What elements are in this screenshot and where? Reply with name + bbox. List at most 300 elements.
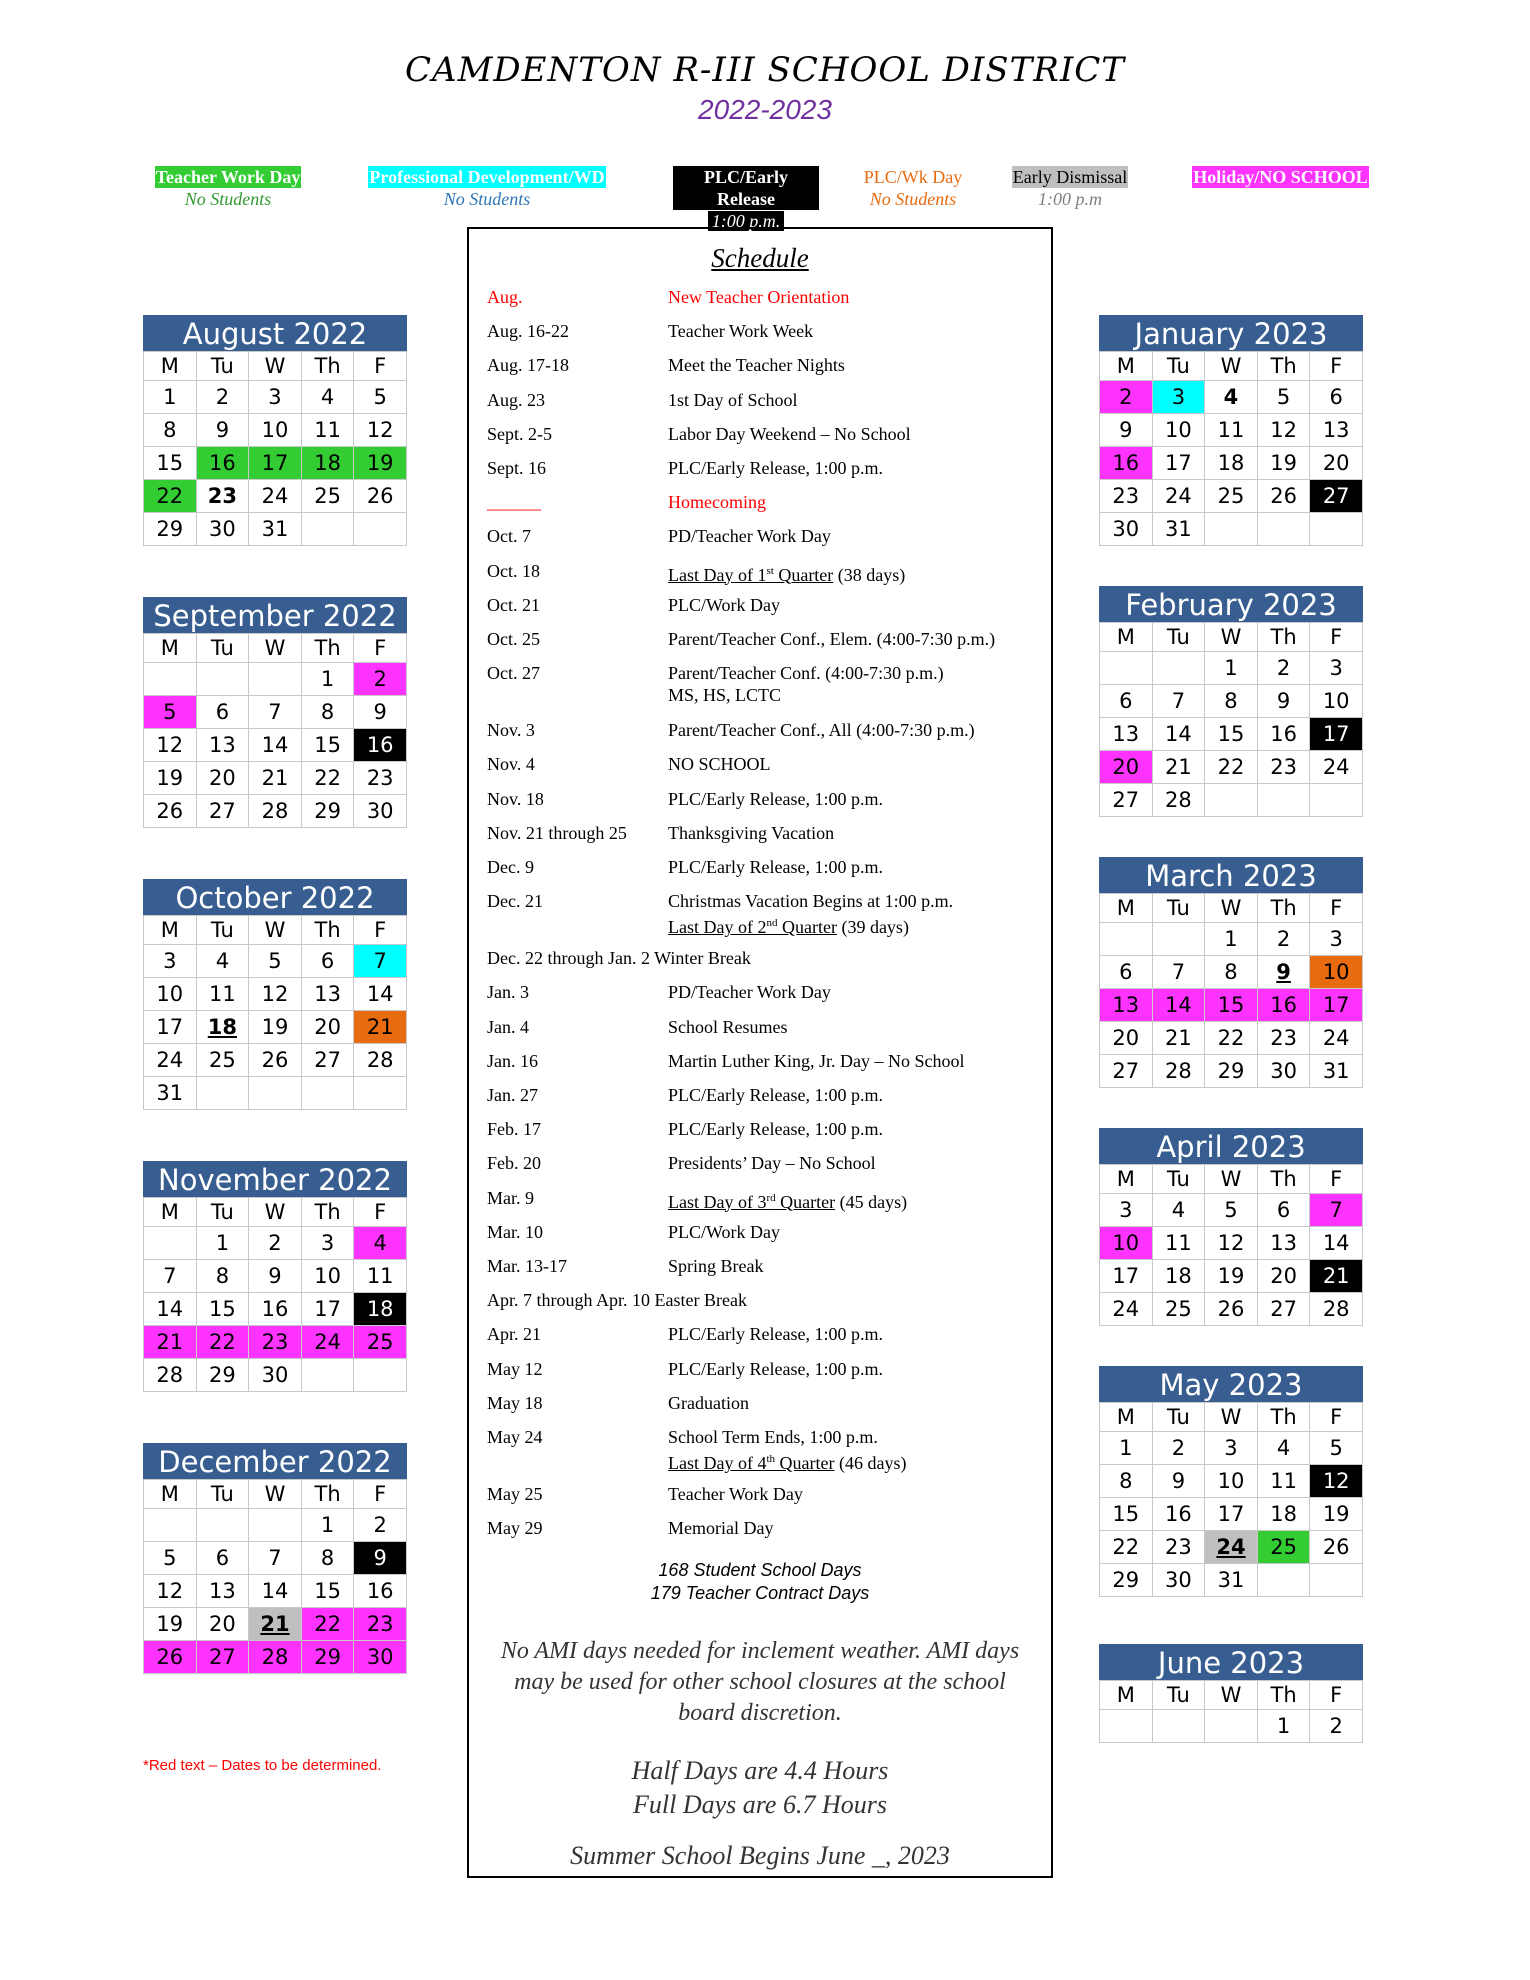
weekday-header: M bbox=[1100, 894, 1153, 923]
week-row bbox=[144, 1542, 407, 1575]
day-cell: 22 bbox=[144, 480, 197, 513]
day-cell: 21 bbox=[249, 762, 302, 795]
schedule-date: May 12 bbox=[487, 1358, 543, 1379]
day-cell: 18 bbox=[354, 1293, 407, 1326]
weekday-header: Tu bbox=[196, 1198, 249, 1227]
day-cell: 21 bbox=[1152, 1022, 1205, 1055]
day-cell bbox=[196, 1077, 249, 1110]
day-cell: 13 bbox=[1257, 1227, 1310, 1260]
weekday-header: F bbox=[354, 634, 407, 663]
day-cell: 10 bbox=[1152, 414, 1205, 447]
day-cell bbox=[1310, 513, 1363, 546]
day-cell: 28 bbox=[354, 1044, 407, 1077]
day-cell: 14 bbox=[144, 1293, 197, 1326]
schedule-event: School Resumes bbox=[668, 1016, 788, 1037]
month-title: June 2023 bbox=[1099, 1644, 1363, 1680]
day-cell: 20 bbox=[1257, 1260, 1310, 1293]
schedule-event: Meet the Teacher Nights bbox=[668, 355, 845, 376]
weekday-header: Th bbox=[1257, 1681, 1310, 1710]
schedule-date: Sept. 16 bbox=[487, 458, 547, 478]
weekday-header: W bbox=[249, 916, 302, 945]
day-cell: 22 bbox=[1205, 1022, 1258, 1055]
weekday-header: M bbox=[144, 352, 197, 381]
day-cell: 16 bbox=[1152, 1498, 1205, 1531]
week-row bbox=[144, 663, 407, 696]
day-cell: 7 bbox=[144, 1260, 197, 1293]
day-cell: 1 bbox=[1205, 923, 1258, 956]
day-cell: 30 bbox=[196, 513, 249, 546]
day-cell bbox=[1100, 923, 1153, 956]
day-cell: 1 bbox=[301, 663, 354, 696]
schedule-date: Mar. 13-17 bbox=[487, 1256, 567, 1276]
day-cell: 4 bbox=[354, 1227, 407, 1260]
schedule-event: Spring Break bbox=[668, 1256, 764, 1276]
weekday-header: F bbox=[354, 1198, 407, 1227]
day-cell: 16 bbox=[1100, 447, 1153, 480]
legend-item bbox=[1002, 166, 1138, 210]
schedule-date: Nov. 21 through 25 bbox=[487, 822, 627, 843]
day-cell: 3 bbox=[1152, 381, 1205, 414]
day-cell: 27 bbox=[301, 1044, 354, 1077]
weekday-header: Tu bbox=[1152, 1165, 1205, 1194]
day-cell: 5 bbox=[144, 1542, 197, 1575]
week-row bbox=[144, 978, 407, 1011]
day-cell: 15 bbox=[301, 1575, 354, 1608]
day-cell: 24 bbox=[301, 1326, 354, 1359]
day-cell: 19 bbox=[144, 1608, 197, 1641]
weekday-header: Tu bbox=[1152, 894, 1205, 923]
schedule-date: Aug. bbox=[487, 287, 523, 307]
schedule-date: Dec. 9 bbox=[487, 857, 534, 877]
schedule-event: PLC/Work Day bbox=[668, 594, 781, 615]
day-cell: 5 bbox=[144, 696, 197, 729]
day-cell: 25 bbox=[301, 480, 354, 513]
day-cell: 31 bbox=[144, 1077, 197, 1110]
day-cell: 2 bbox=[1257, 923, 1310, 956]
week-row bbox=[144, 1575, 407, 1608]
week-row bbox=[144, 381, 407, 414]
day-cell: 27 bbox=[1100, 1055, 1153, 1088]
day-cell bbox=[1257, 784, 1310, 817]
day-cell: 10 bbox=[1310, 956, 1363, 989]
day-cell: 28 bbox=[249, 1641, 302, 1674]
month-calendar bbox=[1099, 586, 1363, 817]
day-cell: 4 bbox=[1152, 1194, 1205, 1227]
week-row bbox=[1100, 381, 1363, 414]
day-cell: 17 bbox=[1100, 1260, 1153, 1293]
month-calendar bbox=[143, 597, 407, 828]
day-cell: 30 bbox=[1257, 1055, 1310, 1088]
day-cell: 16 bbox=[249, 1293, 302, 1326]
day-cell: 28 bbox=[1152, 1055, 1205, 1088]
day-cell: 16 bbox=[1257, 989, 1310, 1022]
day-cell: 27 bbox=[1257, 1293, 1310, 1326]
schedule-event: PLC/Early Release, 1:00 p.m. bbox=[668, 1085, 883, 1105]
schedule-date: Oct. 25 bbox=[487, 629, 540, 649]
weekday-header: M bbox=[1100, 1403, 1153, 1432]
day-cell: 5 bbox=[249, 945, 302, 978]
schedule-date: Mar. 10 bbox=[487, 1221, 543, 1242]
day-cell: 6 bbox=[196, 696, 249, 729]
day-cell: 3 bbox=[1205, 1432, 1258, 1465]
day-cell: 8 bbox=[1100, 1465, 1153, 1498]
day-cell: 11 bbox=[1152, 1227, 1205, 1260]
schedule-event: Parent/Teacher Conf., All (4:00-7:30 p.m.) bbox=[668, 720, 975, 741]
day-cell: 22 bbox=[301, 1608, 354, 1641]
day-cell bbox=[1205, 1710, 1258, 1743]
week-row bbox=[1100, 751, 1363, 784]
legend-label: Teacher Work Day bbox=[155, 167, 301, 187]
legend-item bbox=[143, 166, 313, 210]
day-cell: 1 bbox=[196, 1227, 249, 1260]
day-cell: 31 bbox=[1152, 513, 1205, 546]
day-cell: 18 bbox=[1152, 1260, 1205, 1293]
day-cell: 18 bbox=[1257, 1498, 1310, 1531]
day-cell: 23 bbox=[249, 1326, 302, 1359]
student-days: 168 Student School Days bbox=[658, 1560, 862, 1580]
weekday-header: W bbox=[249, 634, 302, 663]
schedule-date: May 24 bbox=[487, 1427, 543, 1447]
schedule-event: Last Day of 1st Quarter (38 days) bbox=[668, 564, 906, 585]
weekday-header: W bbox=[249, 1198, 302, 1227]
day-cell bbox=[1257, 513, 1310, 546]
schedule-date: Jan. 27 bbox=[487, 1085, 538, 1105]
day-cell: 16 bbox=[354, 1575, 407, 1608]
schedule-date: Oct. 7 bbox=[487, 526, 531, 547]
weekday-header: Th bbox=[301, 1480, 354, 1509]
weekday-header: Th bbox=[1257, 1165, 1310, 1194]
day-cell: 31 bbox=[1205, 1564, 1258, 1597]
day-cell bbox=[249, 663, 302, 696]
day-cell: 17 bbox=[1310, 989, 1363, 1022]
week-row bbox=[1100, 1227, 1363, 1260]
schedule-date: Oct. 27 bbox=[487, 663, 540, 684]
day-cell: 1 bbox=[301, 1509, 354, 1542]
day-cell: 12 bbox=[1310, 1465, 1363, 1498]
day-cell: 2 bbox=[196, 381, 249, 414]
schedule-box bbox=[467, 227, 1053, 1878]
month-title: March 2023 bbox=[1099, 857, 1363, 893]
week-row bbox=[1100, 447, 1363, 480]
day-cell bbox=[249, 1077, 302, 1110]
weekday-header: Tu bbox=[196, 1480, 249, 1509]
day-cell: 26 bbox=[354, 480, 407, 513]
legend-item bbox=[358, 166, 616, 210]
day-cell: 20 bbox=[196, 1608, 249, 1641]
day-cell: 13 bbox=[1310, 414, 1363, 447]
day-cell: 19 bbox=[144, 762, 197, 795]
week-row bbox=[144, 1293, 407, 1326]
day-cell: 5 bbox=[1310, 1432, 1363, 1465]
weekday-header: Tu bbox=[1152, 623, 1205, 652]
day-cell bbox=[1152, 923, 1205, 956]
legend-label: Early Dismissal bbox=[1012, 167, 1128, 187]
day-cell: 7 bbox=[354, 945, 407, 978]
day-cell bbox=[301, 513, 354, 546]
week-row bbox=[144, 414, 407, 447]
week-row bbox=[1100, 414, 1363, 447]
summer-school: Summer School Begins June _, 2023 bbox=[570, 1841, 950, 1870]
weekday-header: Th bbox=[301, 916, 354, 945]
day-cell: 13 bbox=[196, 1575, 249, 1608]
schedule-event: Thanksgiving Vacation bbox=[668, 822, 835, 843]
day-cell: 17 bbox=[249, 447, 302, 480]
legend-label: Holiday/NO SCHOOL bbox=[1193, 167, 1368, 187]
day-cell: 13 bbox=[1100, 718, 1153, 751]
day-cell: 18 bbox=[1205, 447, 1258, 480]
day-cell: 23 bbox=[1257, 1022, 1310, 1055]
day-cell: 29 bbox=[301, 1641, 354, 1674]
schedule-event: Christmas Vacation Begins at 1:00 p.m. Last Day of 2nd Quarter (39 days) bbox=[668, 891, 954, 938]
schedule-event: PLC/Early Release, 1:00 p.m. bbox=[668, 1358, 883, 1379]
weekday-header: Th bbox=[1257, 352, 1310, 381]
schedule-event: PLC/Early Release, 1:00 p.m. bbox=[668, 857, 883, 877]
schedule-event: Teacher Work Day bbox=[668, 1484, 803, 1504]
weekday-header: M bbox=[144, 634, 197, 663]
day-cell: 6 bbox=[196, 1542, 249, 1575]
schedule-date: Mar. 9 bbox=[487, 1187, 534, 1208]
schedule-event: PLC/Early Release, 1:00 p.m. bbox=[668, 1119, 883, 1140]
day-cell: 24 bbox=[1310, 751, 1363, 784]
day-cell: 5 bbox=[354, 381, 407, 414]
day-cell: 9 bbox=[1257, 956, 1310, 989]
month-title: August 2022 bbox=[143, 315, 407, 351]
week-row bbox=[144, 513, 407, 546]
day-cell bbox=[1152, 1710, 1205, 1743]
day-cell: 19 bbox=[1205, 1260, 1258, 1293]
day-cell: 14 bbox=[1310, 1227, 1363, 1260]
day-cell: 8 bbox=[196, 1260, 249, 1293]
day-cell: 24 bbox=[1310, 1022, 1363, 1055]
day-cell bbox=[354, 1359, 407, 1392]
week-row bbox=[1100, 652, 1363, 685]
weekday-header: F bbox=[354, 1480, 407, 1509]
week-row bbox=[144, 945, 407, 978]
schedule-event: NO SCHOOL bbox=[668, 754, 771, 775]
week-row bbox=[144, 1260, 407, 1293]
week-row bbox=[144, 1077, 407, 1110]
day-cell: 3 bbox=[301, 1227, 354, 1260]
week-row bbox=[144, 480, 407, 513]
day-cell: 14 bbox=[354, 978, 407, 1011]
schedule-date: Jan. 4 bbox=[487, 1016, 529, 1037]
weekday-header: Tu bbox=[196, 352, 249, 381]
day-cell: 21 bbox=[144, 1326, 197, 1359]
week-row bbox=[1100, 1432, 1363, 1465]
week-row bbox=[1100, 989, 1363, 1022]
day-cell: 1 bbox=[1257, 1710, 1310, 1743]
day-cell: 15 bbox=[144, 447, 197, 480]
day-cell: 1 bbox=[144, 381, 197, 414]
schedule-date: Dec. 21 bbox=[487, 891, 543, 912]
day-cell: 22 bbox=[196, 1326, 249, 1359]
week-row bbox=[1100, 1710, 1363, 1743]
day-cell: 15 bbox=[301, 729, 354, 762]
week-row bbox=[144, 1011, 407, 1044]
day-cell: 21 bbox=[249, 1608, 302, 1641]
day-cell: 17 bbox=[1310, 718, 1363, 751]
day-cell: 28 bbox=[1310, 1293, 1363, 1326]
week-row bbox=[1100, 1465, 1363, 1498]
day-cell: 3 bbox=[1310, 652, 1363, 685]
weekday-header: F bbox=[1310, 1403, 1363, 1432]
day-cell: 9 bbox=[1257, 685, 1310, 718]
day-cell: 2 bbox=[1310, 1710, 1363, 1743]
day-cell: 30 bbox=[1152, 1564, 1205, 1597]
legend-item bbox=[673, 166, 819, 232]
legend-label: PLC/Wk Day bbox=[863, 167, 963, 187]
weekday-header: W bbox=[1205, 352, 1258, 381]
day-cell: 9 bbox=[249, 1260, 302, 1293]
day-cell: 7 bbox=[1152, 956, 1205, 989]
week-row bbox=[1100, 1293, 1363, 1326]
half-days: Half Days are 4.4 Hours bbox=[631, 1756, 889, 1785]
day-cell: 11 bbox=[301, 414, 354, 447]
day-cell bbox=[1100, 1710, 1153, 1743]
day-cell: 24 bbox=[249, 480, 302, 513]
day-cell: 24 bbox=[1100, 1293, 1153, 1326]
schedule-event: PD/Teacher Work Day bbox=[668, 526, 831, 547]
day-cell: 11 bbox=[1257, 1465, 1310, 1498]
day-cell: 13 bbox=[1100, 989, 1153, 1022]
day-cell bbox=[249, 1509, 302, 1542]
day-cell: 8 bbox=[1205, 685, 1258, 718]
day-cell: 28 bbox=[1152, 784, 1205, 817]
day-cell: 18 bbox=[301, 447, 354, 480]
day-cell bbox=[301, 1077, 354, 1110]
day-cell bbox=[1152, 652, 1205, 685]
day-cell bbox=[1205, 784, 1258, 817]
day-cell: 14 bbox=[1152, 718, 1205, 751]
day-cell: 20 bbox=[301, 1011, 354, 1044]
day-cell bbox=[354, 1077, 407, 1110]
day-cell: 4 bbox=[1205, 381, 1258, 414]
day-cell: 30 bbox=[354, 795, 407, 828]
day-cell: 12 bbox=[144, 729, 197, 762]
schedule-date: ______ bbox=[487, 492, 541, 513]
day-cell: 23 bbox=[354, 762, 407, 795]
day-cell: 18 bbox=[196, 1011, 249, 1044]
day-cell: 15 bbox=[1100, 1498, 1153, 1531]
schedule-event: Teacher Work Week bbox=[668, 321, 814, 342]
day-cell: 2 bbox=[354, 663, 407, 696]
week-row bbox=[1100, 718, 1363, 751]
weekday-header: M bbox=[144, 916, 197, 945]
weekday-header: M bbox=[1100, 1681, 1153, 1710]
schedule-event: PLC/Early Release, 1:00 p.m. bbox=[668, 1324, 883, 1345]
legend-label: PLC/Early Release bbox=[673, 166, 819, 210]
day-cell: 17 bbox=[1152, 447, 1205, 480]
day-cell: 9 bbox=[354, 696, 407, 729]
schedule-event: PLC/Early Release, 1:00 p.m. bbox=[668, 788, 883, 809]
day-cell: 10 bbox=[144, 978, 197, 1011]
weekday-header: F bbox=[354, 352, 407, 381]
school-year: 2022-2023 bbox=[698, 94, 832, 125]
schedule-date: Oct. 18 bbox=[487, 560, 540, 581]
schedule-event: PD/Teacher Work Day bbox=[668, 982, 831, 1003]
day-cell: 13 bbox=[301, 978, 354, 1011]
week-row bbox=[1100, 685, 1363, 718]
day-cell: 12 bbox=[144, 1575, 197, 1608]
weekday-header: Th bbox=[301, 352, 354, 381]
day-cell: 9 bbox=[354, 1542, 407, 1575]
day-cell: 4 bbox=[196, 945, 249, 978]
day-cell: 15 bbox=[1205, 989, 1258, 1022]
week-row bbox=[1100, 480, 1363, 513]
day-cell: 30 bbox=[249, 1359, 302, 1392]
weekday-header: M bbox=[1100, 1165, 1153, 1194]
day-cell: 8 bbox=[1205, 956, 1258, 989]
schedule-date: Apr. 21 bbox=[487, 1324, 541, 1345]
week-row bbox=[144, 1509, 407, 1542]
weekday-header: M bbox=[1100, 623, 1153, 652]
weekday-header: Th bbox=[1257, 894, 1310, 923]
day-cell: 20 bbox=[1100, 751, 1153, 784]
month-calendar bbox=[1099, 1644, 1363, 1743]
weekday-header: M bbox=[1100, 352, 1153, 381]
schedule-date: Oct. 21 bbox=[487, 594, 540, 615]
red-text-footnote: *Red text – Dates to be determined. bbox=[143, 1757, 382, 1774]
week-row bbox=[144, 795, 407, 828]
day-cell: 10 bbox=[1205, 1465, 1258, 1498]
day-cell: 6 bbox=[1310, 381, 1363, 414]
day-cell: 8 bbox=[144, 414, 197, 447]
district-title: CAMDENTON R-III SCHOOL DISTRICT bbox=[405, 50, 1125, 90]
day-cell bbox=[196, 1509, 249, 1542]
day-cell: 6 bbox=[1100, 956, 1153, 989]
day-cell: 2 bbox=[1100, 381, 1153, 414]
month-calendar bbox=[1099, 1366, 1363, 1597]
day-cell: 23 bbox=[354, 1608, 407, 1641]
day-cell: 7 bbox=[249, 1542, 302, 1575]
weekday-header: Tu bbox=[1152, 352, 1205, 381]
week-row bbox=[1100, 1260, 1363, 1293]
weekday-header: M bbox=[144, 1480, 197, 1509]
day-cell: 25 bbox=[1205, 480, 1258, 513]
day-cell: 19 bbox=[249, 1011, 302, 1044]
day-cell: 27 bbox=[1310, 480, 1363, 513]
schedule-event: Parent/Teacher Conf., Elem. (4:00-7:30 p.m.) bbox=[668, 629, 996, 649]
week-row bbox=[1100, 513, 1363, 546]
day-cell: 10 bbox=[1100, 1227, 1153, 1260]
week-row bbox=[1100, 1022, 1363, 1055]
schedule-date: May 29 bbox=[487, 1518, 543, 1539]
schedule-event: Last Day of 3rd Quarter (45 days) bbox=[668, 1191, 908, 1212]
day-cell bbox=[144, 1509, 197, 1542]
day-cell: 14 bbox=[249, 729, 302, 762]
month-calendar bbox=[143, 1161, 407, 1392]
legend-sub: No Students bbox=[443, 189, 531, 209]
day-cell: 22 bbox=[1205, 751, 1258, 784]
day-cell: 25 bbox=[354, 1326, 407, 1359]
legend-sub: 1:00 p.m bbox=[1038, 189, 1102, 209]
day-cell: 23 bbox=[1257, 751, 1310, 784]
schedule-event: PLC/Work Day bbox=[668, 1221, 781, 1242]
day-cell bbox=[1310, 1564, 1363, 1597]
weekday-header: W bbox=[1205, 1403, 1258, 1432]
weekday-header: F bbox=[1310, 352, 1363, 381]
month-calendar bbox=[143, 315, 407, 546]
week-row bbox=[1100, 923, 1363, 956]
schedule-event: Homecoming bbox=[668, 492, 766, 513]
day-cell: 11 bbox=[196, 978, 249, 1011]
full-days: Full Days are 6.7 Hours bbox=[633, 1790, 887, 1819]
day-cell: 15 bbox=[196, 1293, 249, 1326]
weekday-header: Th bbox=[1257, 1403, 1310, 1432]
schedule-event: Presidents’ Day – No School bbox=[668, 1153, 876, 1174]
day-cell: 8 bbox=[301, 1542, 354, 1575]
weekday-header: Tu bbox=[196, 634, 249, 663]
